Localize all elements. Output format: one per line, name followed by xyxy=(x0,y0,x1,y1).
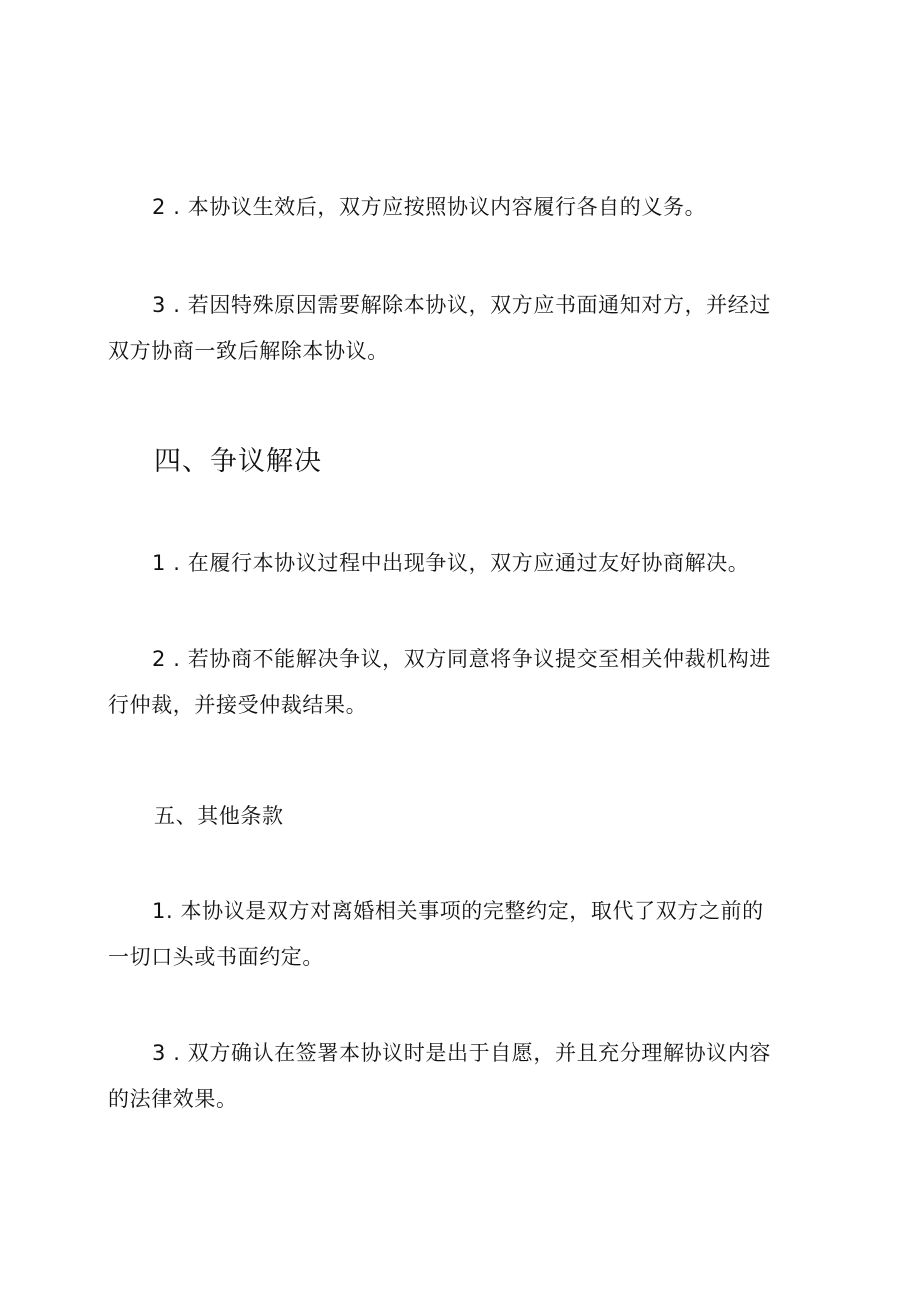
clause-4-1 xyxy=(108,540,808,586)
clause-5-3 xyxy=(108,1030,808,1122)
clause-line: 3 . 若因特殊原因需要解除本协议，双方应书面通知对方，并经过 xyxy=(152,293,771,317)
clause-line: 行仲裁，并接受仲裁结果。 xyxy=(108,693,368,717)
clause-3-2 xyxy=(108,184,808,230)
clause-line: 1 . 在履行本协议过程中出现争议，双方应通过友好协商解决。 xyxy=(152,551,750,575)
clause-3-3 xyxy=(108,282,808,374)
clause-line: 一切口头或书面约定。 xyxy=(108,945,324,969)
clause-line: 2 . 若协商不能解决争议，双方同意将争议提交至相关仲裁机构进 xyxy=(152,647,771,671)
clause-line: 双方协商一致后解除本协议。 xyxy=(108,339,389,363)
clause-line: 1. 本协议是双方对离婚相关事项的完整约定，取代了双方之前的 xyxy=(152,899,764,923)
clause-line: 2 . 本协议生效后，双方应按照协议内容履行各自的义务。 xyxy=(152,195,707,219)
section-heading-other-terms: 五、其他条款 xyxy=(154,804,284,828)
clause-5-1 xyxy=(108,888,808,980)
clause-line: 的法律效果。 xyxy=(108,1087,238,1111)
clause-4-2 xyxy=(108,636,808,728)
section-heading-dispute-resolution: 四、争议解决 xyxy=(154,446,322,477)
clause-line: 3 . 双方确认在签署本协议时是出于自愿，并且充分理解协议内容 xyxy=(152,1041,771,1065)
